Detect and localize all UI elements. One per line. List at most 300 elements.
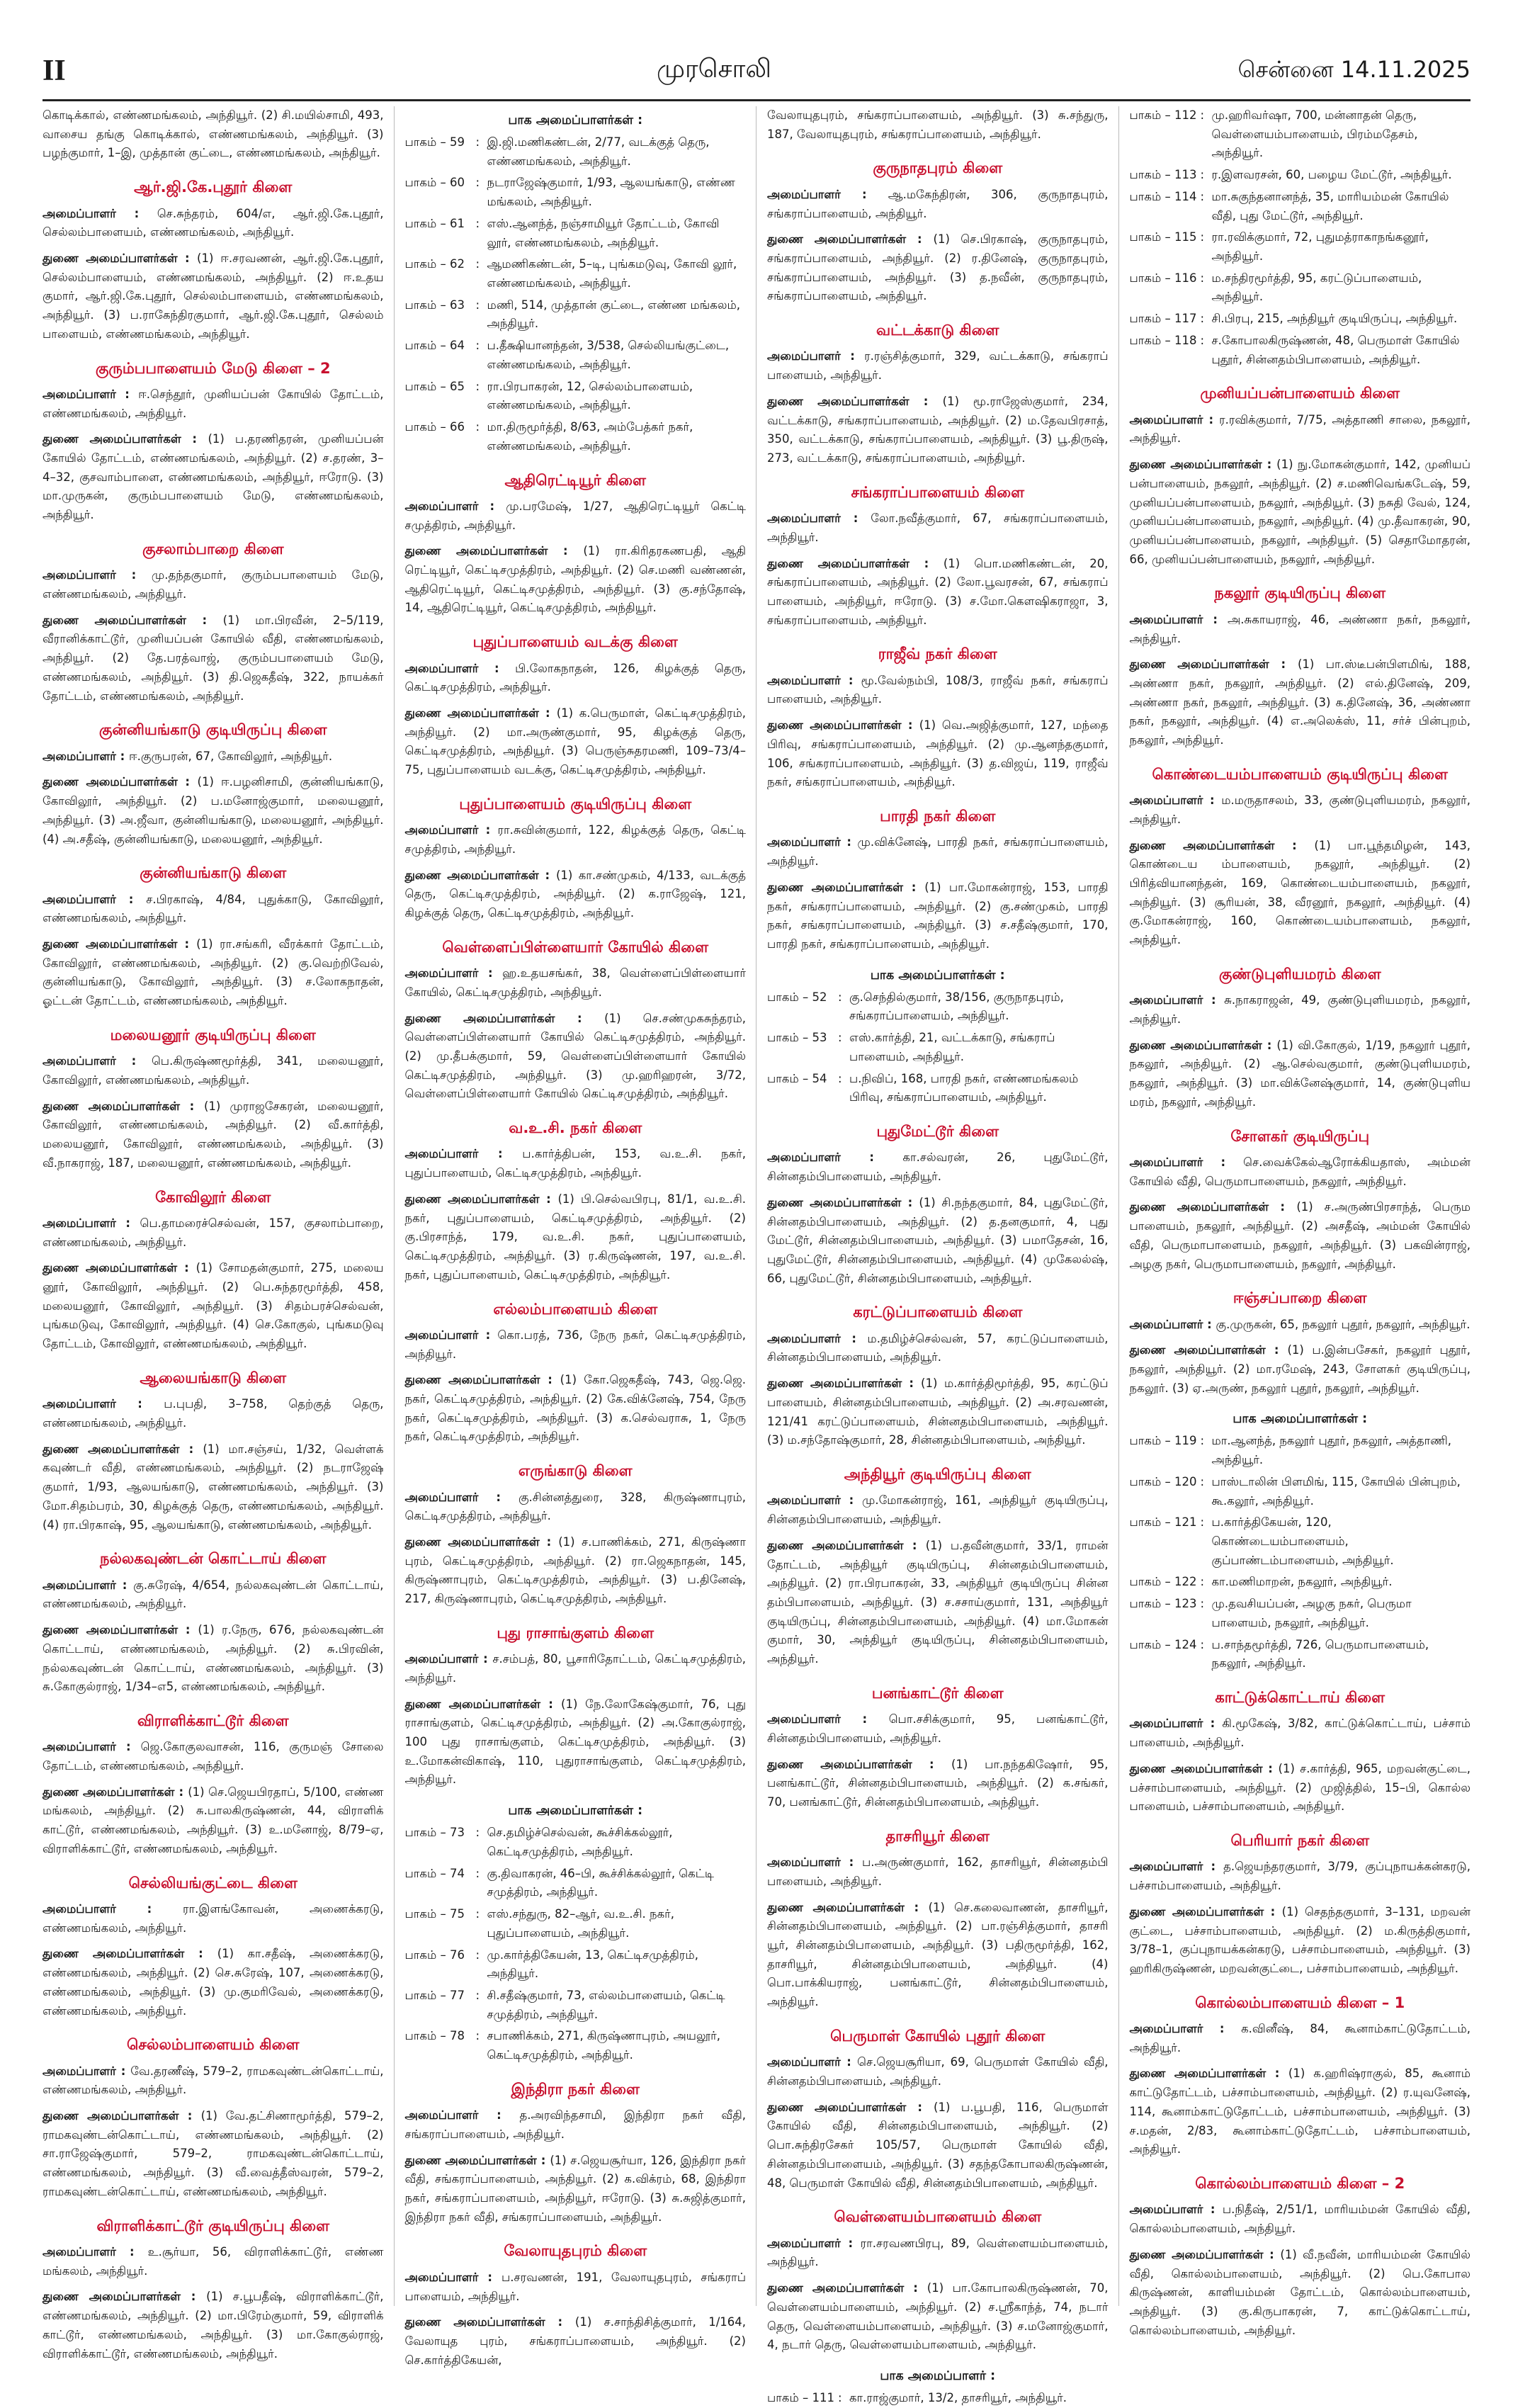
masthead [42,43,1470,101]
branch-heading: விராளிக்காட்டூர் குடியிருப்பு கிளை [96,2217,330,2234]
role-label: துணை அமைப்பாளர்கள் : [767,2100,934,2114]
member-paragraph [1130,2020,1471,2057]
member-paragraph [767,1491,1109,1529]
member-paragraph [405,1650,747,1688]
branch-block [767,2026,1109,2193]
role-label: அமைப்பாளர் : [42,892,147,906]
booth-row [767,2389,1109,2408]
branch-heading: மலையனூர் குடியிருப்பு கிளை [110,1026,316,1044]
role-label: துணை அமைப்பாளர்கள் : [1129,2067,1288,2081]
member-paragraph [1130,2246,1471,2341]
member-text: (1) ப.பூபதி, 116, பெருமாள் கோயில் வீதி, சின்னதம்பிபாளையம், அந்தியூர். (2) பொ.சுந்திரசேகர் 105/57, பெருமாள் கோயில் வீதி, சின்னதம்பிபாளையம், அந்தியூர். (3) சதந்தகோபாலகிருஷ்ணன், 48, பெருமாள் கோயில் வீதி, சின்னதம்பிபாளையம், அந்தியூர். [767,2100,1109,2190]
role-label: அமைப்பாளர் : [404,823,498,837]
member-paragraph [42,1945,384,2020]
booth-row [1130,1473,1471,1510]
member-paragraph [1130,1198,1471,1274]
booth-separator: : [838,2390,842,2404]
branch-block [1130,583,1471,750]
member-text: பெ.கிருஷ்ணமூர்த்தி, 341, மலையனூர், கோவிலூர், எண்ணமங்கலம், அந்தியூர். [42,1054,384,1087]
role-label: துணை அமைப்பாளர்கள் : [767,394,943,408]
role-label: துணை அமைப்பாளர்கள் : [1129,1343,1288,1357]
member-paragraph [1130,1036,1471,1112]
member-paragraph [1130,1153,1471,1191]
branch-block [767,2369,1109,2408]
role-label: துணை அமைப்பாளர்கள் : [42,432,208,446]
role-label: அமைப்பாளர் : [404,2108,520,2122]
branch-heading: குசலாம்பாறை கிளை [142,540,284,558]
member-paragraph [42,106,384,163]
member-text: (1) பா.கோபாலகிருஷ்ணன், 70, வெள்ளையம்பாளையம், அந்தியூர். (2) ச.ஸ்ரீகாந்த், 74, நடார் தெரு, வெள்ளையம்பாளையம், அந்தியூர். (3) ச.மனோஜ்குமார், 4, நடார் தெரு, வெள்ளையம்பாளையம், அந்தியூர். [767,2281,1109,2352]
booth-member: இ.ஜி.மணிகண்டன், 2/77, வடக்குத் தெரு, எண்ணமங்கலம், அந்தியூர். [487,135,710,168]
member-text: அ.சுகாயராஜ், 46, அண்ணா நகர், நகலூர், அந்தியூர். [1129,612,1470,645]
booth-separator: : [475,379,480,393]
branch-block [767,106,1109,144]
branch-block [767,644,1109,792]
member-text: மு.பரமேஷ், 1/27, ஆதிரெட்டியூர் கெட்டி சமுத்திரம், அந்தியூர். [404,499,746,532]
member-text: ஹ.உதயசங்கர், 38, வெள்ளைப்பிள்ளையார் கோயில், கெட்டிசமுத்திரம், அந்தியூர். [404,966,746,999]
member-paragraph [42,611,384,706]
booth-number: பாகம் – 114 [1129,189,1197,203]
member-text: ஜெ.கோகுலவாசன், 116, குருமஞ் சோலை தோட்டம், எண்ணமங்கலம், அந்தியூர். [42,1740,384,1773]
member-text: ப.அருண்குமார், 162, தாசரியூர், சின்னதம்பி பாளையம், அந்தியூர். [767,1855,1109,1888]
member-paragraph [767,1374,1109,1450]
booth-separator: : [1200,1474,1205,1488]
branch-block [42,2216,384,2364]
member-text: (1) ஈ.சரவணன், ஆர்.ஜி.கே.புதூர், செல்லம்பாளையம், எண்ணமங்கலம், அந்தியூர். (2) ஈ.உதய குமார், ஆர்.ஜி.கே.புதூர், செல்லம்பாளையம், எண்ணமங்கலம், அந்தியூர். (3) ப.ராகேந்திரகுமார், ஆர்.ஜி.கே.புதூர், செல்லம் பாளையம், எண்ணமங்கலம், அந்தியூர். [42,251,384,341]
branch-heading: ராஜீவ் நகர் கிளை [878,645,997,663]
member-paragraph [405,1010,747,1104]
member-text: (1) ர.நேரு, 676, நல்லகவுண்டன் கொட்டாய், எண்ணமங்கலம், அந்தியூர். (2) சு.பிரவின், நல்லகவுண்டன் கொட்டாய், எண்ணமங்கலம், அந்தியூர். (3) சு.கோகுல்ராஜ், 1/34–எ5, எண்ணமங்கலம், அந்தியூர். [42,1623,384,1694]
booth-member: சி.பிரபு, 215, அந்தியூர் குடியிருப்பு, அந்தியூர். [1211,312,1458,326]
booth-row [405,378,747,415]
member-paragraph [1130,1714,1471,1752]
branch-block [1130,764,1471,950]
booth-member: ர.இளவரசன், 60, பழைய மேட்டூர், அந்தியூர். [1211,168,1452,182]
member-text: மூ.வேல்நம்பி, 108/3, ராஜீவ் நகர், சங்கராப் பாளையம், அந்தியூர். [767,673,1109,706]
branch-heading: விராளிக்காட்டூர் கிளை [137,1712,289,1729]
booth-number: பாகம் – 54 [767,1071,827,1085]
booth-separator: : [475,1988,480,2002]
booth-number: பாகம் – 52 [767,990,827,1004]
booth-row [405,1905,747,1943]
member-text: (1) செ.ஜெயபிரதாப், 5/100, எண்ண மங்கலம், அந்தியூர். (2) சு.பாலகிருஷ்ணன், 44, விராளிக் காட்டூர், எண்ணமங்கலம், அந்தியூர். (3) உ.மனோஜ், 8/79–ஏ, விராளிக்காட்டூர், எண்ணமங்கலம், அந்தியூர். [42,1785,384,1855]
branch-heading: காட்டுக்கொட்டாய் கிளை [1215,1689,1386,1707]
role-label: துணை அமைப்பாளர்கள் : [404,1011,605,1025]
booth-member: கு.திவாகரன், 46–பி, கூச்சிக்கல்லூர், கெட்டி சமுத்திரம், அந்தியூர். [487,1866,714,1899]
booth-row [405,1865,747,1902]
booth-number: பாகம் – 111 [767,2390,834,2404]
role-label: துணை அமைப்பாளர்கள் : [404,2153,550,2167]
booth-member: ம.சந்திரமூர்த்தி, 95, கரட்டுப்பாளையம், அந்தியூர். [1211,271,1422,304]
booth-separator: : [1200,271,1205,285]
booth-row [405,337,747,374]
branch-block [405,2079,747,2227]
booth-member: எஸ்.சந்துரு, 82–ஆர், வ.உ.சி. நகர், புதுப்பாளையம், அந்தியூர். [487,1907,675,1940]
booth-row [405,215,747,252]
role-label: அமைப்பாளர் : [42,1216,140,1230]
member-text: சு.நாகராஜன், 49, குண்டுபுளியமரம், நகலூர், அந்தியூர். [1129,993,1470,1026]
role-label: அமைப்பாளர் : [42,1054,152,1068]
branch-block [42,720,384,849]
member-paragraph [42,385,384,423]
booth-separator: : [475,1866,480,1880]
booth-member: ப.சாந்தமூர்த்தி, 726, பெருமாபாளையம், நகலூர், அந்தியூர். [1211,1637,1429,1671]
member-text: (1) நு.மோகன்குமார், 142, முனியப் பன்பாளையம், நகலூர், அந்தியூர். (2) ச.மணிவெங்கடேஷ், 59, முனியப்பன்பாளையம், நகலூர், அந்தியூர். (3) நசுதி வேல், 124, முனியப்பன்பாளையம், நகலூர், அந்தியூர். (4) மு.தீவாகரன், 90, முனியப்பன்பாளையம், நகலூர், அந்தியூர். (5) செதாமோதரன், 66, முனியப்பன்பாளையம், நகலூர், அந்தியூர். [1129,458,1470,566]
member-text: ரா.இளங்கோவன், அணைக்கரடு, எண்ணமங்கலம், அந்தியூர். [42,1901,384,1935]
member-text: (1) பா.நந்தகிஷோர், 95, பனங்காட்டூர், சின்னதம்பிபாளையம், அந்தியூர். (2) க.சங்கர், 70, பனங்காட்டூர், சின்னதம்பிபாளையம், அந்தியூர். [767,1757,1109,1809]
member-text: த.அரவிந்தசாமி, இந்திரா நகர் வீதி, சங்கராப்பாளையம், அந்தியூர். [404,2108,746,2141]
booth-separator: : [475,135,480,149]
branch-block [1130,1126,1471,1274]
branch-heading: கரட்டுப்பாளையம் கிளை [853,1304,1023,1321]
member-paragraph [42,1259,384,1354]
member-paragraph [767,347,1109,385]
role-label: அமைப்பாளர் : [42,1901,183,1916]
page-number: II [42,55,66,87]
member-text: ஈ.செந்தூர், முனியப்பன் கோயில் தோட்டம், எண்ணமங்கலம், அந்தியூர். [42,387,384,420]
booth-row [405,2027,747,2064]
member-paragraph [767,833,1109,871]
booth-row [1130,332,1471,369]
member-text: ஆ.மகேந்திரன், 306, குருநாதபுரம், சங்கராப்பாளையம், அந்தியூர். [767,187,1109,220]
member-text: வேலாயுதபுரம், சங்கராப்பாளையம், அந்தியூர். (3) சு.சந்துரு, 187, வேலாயுதபுரம், சங்கராப்பாளையம், அந்தியூர். [767,108,1109,141]
branch-heading: முனியப்பன்பாளையம் கிளை [1200,385,1400,402]
member-paragraph [405,1488,747,1526]
branch-heading: நல்லகவுண்டன் கொட்டாய் கிளை [100,1550,327,1568]
member-paragraph [405,964,747,1002]
role-label: துணை அமைப்பாளர்கள் : [42,1099,204,1113]
role-label: அமைப்பாளர் : [767,1493,862,1508]
branch-block [405,113,747,456]
booth-row [1130,106,1471,163]
member-text: ம.மருதாசலம், 33, குண்டுபுளியமரம், நகலூர், அந்தியூர். [1129,793,1470,826]
member-paragraph [42,935,384,1011]
booth-separator: : [1200,1575,1205,1589]
member-text: (1) மா.பிரவீன், 2–5/119, வீரானிக்காட்டூர், முனியப்பன் கோயில் வீதி, எண்ணமங்கலம், அந்தியூர். (2) தே.பரத்வாஜ், குரும்பபாளையம் மேடு, எண்ணமங்கலம், அந்தியூர். (3) தி.ஜெகதீஷ், 322, நாயக்கர் தோட்டம், எண்ணமங்கலம், அந்தியூர். [42,613,384,703]
booth-separator: : [1200,333,1205,347]
role-label: அமைப்பாளர் : [42,1578,134,1592]
member-text: (1) ரா.சங்கரி, வீரக்கார் தோட்டம், கோவிலூர், எண்ணமங்கலம், அந்தியூர். (2) கு.வெற்றிவேல், குன்னியங்காடு, கோவிலூர், அந்தியூர். (3) ச.லோகநாதன், ஓட்டன் தோட்டம், எண்ணமங்கலம், அந்தியூர். [42,937,384,1008]
member-text: கு.சுரேஷ், 4/654, நல்லகவுண்டன் கொட்டாய், எண்ணமங்கலம், அந்தியூர். [42,1578,384,1611]
booth-number: பாகம் – 66 [404,420,465,434]
branch-block [767,806,1109,954]
member-paragraph [767,2234,1109,2272]
role-label: துணை அமைப்பாளர்கள் : [1129,838,1315,852]
booth-member: ப.கார்த்திகேயன், 120, கொண்டையம்பாளையம், குப்பாண்டம்பாளையம், அந்தியூர். [1211,1515,1394,1567]
branch-block [405,794,747,923]
branch-block [1130,1688,1471,1816]
booth-member: ச.கோபாலகிருஷ்ணன், 48, பெருமாள் கோயில் புதூர், சின்னதம்பிபாளையம், அந்தியூர். [1211,333,1460,366]
member-paragraph [405,866,747,923]
branch-heading: பாரதி நகர் கிளை [880,808,996,825]
member-text: ஈ.குருபரன், 67, கோவிலூர், அந்தியூர். [129,749,333,763]
role-label: அமைப்பாளர் : [42,1397,164,1411]
booth-row [1130,1513,1471,1570]
member-paragraph [42,2243,384,2280]
branch-heading: நகலூர் குடியிருப்பு கிளை [1214,584,1386,602]
branch-block [767,320,1109,468]
branch-heading: சோளகர் குடியிருப்பு [1230,1127,1370,1145]
booth-separator: : [475,420,480,434]
member-text: கா.சல்வரன், 26, புதுமேட்டூர், சின்னதம்பிபாளையம், அந்தியூர். [767,1151,1109,1184]
booth-section-heading: பாக அமைப்பாளர்கள் : [508,113,643,128]
member-text: (1) பா.பூந்தமிழன், 143, கொண்டைய ம்பாளையம், நகலூர், அந்தியூர். (2) பிரித்வியானந்தன், 169, கொண்டையம்பாளையம், நகலூர், அந்தியூர். (3) சூரியன், 38, வீரனூர், நகலூர், அந்தியூர். (4) கு.மோகன்ராஜ், 160, கொண்டையம்பாளையம், நகலூர், அந்தியூர். [1129,838,1470,947]
member-text: செ.வைக்கேல்ஆரோக்கியதாஸ், அம்மன் கோயில் வீதி, பெருமாபாளையம், நகலூர், அந்தியூர். [1129,1155,1470,1188]
member-paragraph [1130,991,1471,1029]
booth-separator: : [1200,312,1205,326]
member-paragraph [405,2106,747,2144]
booth-separator: : [1200,189,1205,203]
member-paragraph [42,2288,384,2363]
column-4 [1129,106,1471,2337]
booth-number: பாகம் – 63 [404,298,465,312]
booth-number: பாகம் – 64 [404,339,465,353]
member-text: மு.மோகன்ராஜ், 161, அந்தியூர் குடியிருப்பு, சின்னதம்பிபாளையம், அந்தியூர். [767,1493,1109,1527]
booth-row [405,418,747,456]
member-paragraph [767,186,1109,223]
booth-number: பாகம் – 76 [404,1948,465,1962]
member-text: (1) செ.சண்முகசுந்தரம், வெள்ளைப்பிள்ளையார் கோயில் கெட்டிசமுத்திரம், அந்தியூர். (2) மு.தீபக்குமார், 59, வெள்ளைப்பிள்ளையார் கோயில் கெட்டிசமுத்திரம், அந்தியூர். (3) மு.ஹரிஹரன், 3/72, வெள்ளைப்பிள்ளையார் கோயில் கெட்டிசமுத்திரம், அந்தியூர். [404,1011,746,1101]
member-paragraph [42,1900,384,1938]
role-label: துணை அமைப்பாளர்கள் : [767,232,934,247]
role-label: அமைப்பாளர் : [1129,2203,1223,2217]
branch-heading: கொல்லம்பாளையம் கிளை – 1 [1195,1994,1405,2011]
member-paragraph [767,1853,1109,1891]
branch-block [1130,2174,1471,2340]
member-paragraph [42,1738,384,1775]
role-label: துணை அமைப்பாளர்கள் : [1129,1038,1277,1052]
member-paragraph [42,1052,384,1090]
member-paragraph [42,1440,384,1535]
member-paragraph [42,205,384,242]
role-label: துணை அமைப்பாளர்கள் : [404,1373,560,1387]
member-text: (1) பி.செல்வபிரபு, 81/1, வ.உ.சி. நகர், புதுப்பாளையம், கெட்டிசமுத்திரம், அந்தியூர். (2) கு.பிரசாந்த், 179, வ.உ.சி. நகர், புதுப்பாளையம், கெட்டிசமுத்திரம், அந்தியூர். (3) ர.கிருஷ்ணன், 197, வ.உ.சி. நகர், புதுப்பாளையம், கெட்டிசமுத்திரம், அந்தியூர். [404,1192,746,1282]
member-text: (1) சோமதன்குமார், 275, மலைய னூர், கோவிலூர், அந்தியூர். (2) பெ.சுந்தரமூர்த்தி, 458, மலையனூர், கோவிலூர், அந்தியூர். (3) சிதம்பரச்செல்வன், புங்கமடுவு, கோவிலூர், அந்தியூர். (4) செ.கோகுல், புங்கமடுவு தோட்டம், கோவிலூர், எண்ணமங்கலம், அந்தியூர். [42,1261,384,1351]
branch-heading: ஆலையங்காடு கிளை [140,1369,287,1386]
role-label: அமைப்பாளர் : [42,2064,131,2078]
member-text: (1) கா.சதீஷ், அணைக்கரடு, எண்ணமங்கலம், அந்தியூர். (2) செ.சுரேஷ், 107, அணைக்கரடு, எண்ணமங்கலம், அந்தியூர். (3) மு.குமரிவேல், அணைக்கரடு, எண்ணமங்கலம், அந்தியூர். [42,1947,384,2018]
branch-heading: கொல்லம்பாளையம் கிளை – 2 [1195,2175,1405,2193]
booth-separator: : [1200,1597,1205,1611]
role-label: அமைப்பாளர் : [42,206,157,220]
role-label: அமைப்பாளர் : [767,1151,903,1165]
member-text: (1) பா.மோகன்ராஜ், 153, பாரதி நகர், சங்கராப்பாளையம், அந்தியூர். (2) கு.சண்முகம், பாரதி நகர், சங்கராப்பாளையம், அந்தியூர். (3) ச.சதீஷ்குமார், 170, பாரதி நகர், சங்கராப்பாளையம், அந்தியூர். [767,880,1109,951]
booth-separator: : [838,1031,842,1045]
booth-number: பாகம் – 65 [404,379,465,393]
member-text: ப.சரவணன், 191, வேலாயுதபுரம், சங்கராப் பாளையம், அந்தியூர். [404,2270,746,2303]
booth-member: மா.திருமூர்த்தி, 8/63, அம்பேத்கர் நகர், எண்ணமங்கலம், அந்தியூர். [487,420,693,453]
branch-block [405,1804,747,2065]
role-label: அமைப்பாளர் : [42,2244,148,2259]
booth-member: ரா.ரவிக்குமார், 72, புதுமத்ராகாநங்கனூர், அந்தியூர். [1211,230,1429,264]
role-label: அமைப்பாளர் : [767,187,888,201]
branch-block [767,968,1109,1107]
member-paragraph [42,1214,384,1252]
member-text: ச.சம்பத், 80, பூசாரிதோட்டம், கெட்டிசமுத்திரம், அந்தியூர். [404,1652,746,1685]
member-paragraph [767,672,1109,709]
booth-member: கு.செந்தில்குமார், 38/156, குருநாதபுரம், சங்கராப்பாளையம், அந்தியூர். [849,990,1064,1023]
member-paragraph [767,1537,1109,1669]
branch-block [42,1187,384,1354]
member-paragraph [767,878,1109,954]
booth-section-heading: பாக அமைப்பாளர்கள் : [870,968,1005,983]
branch-block [767,2207,1109,2355]
booth-number: பாகம் – 121 [1129,1515,1197,1530]
role-label: அமைப்பாளர் : [1129,1155,1244,1169]
member-text: (1) வே.தட்சிணாமூர்த்தி, 579–2, ராமகவுண்டன்கொட்டாய், எண்ணமங்கலம், அந்தியூர். (2) சா.ராஜேஷ்குமார், 579–2, ராமகவுண்டன்கொட்டாய், எண்ணமங்கலம், அந்தியூர். (3) வீ.வைத்தீஸ்வரன், 579–2, ராமகவுண்டன்கொட்டாய், எண்ணமங்கலம், அந்தியூர். [42,2109,384,2198]
branch-block [42,863,384,1011]
member-paragraph [405,542,747,618]
member-paragraph [767,1148,1109,1186]
booth-number: பாகம் – 124 [1129,1637,1197,1651]
booth-number: பாகம் – 77 [404,1988,465,2002]
branch-heading: வெள்ளைப்பிள்ளையார் கோயில் கிளை [442,938,709,956]
branch-block [1130,106,1471,369]
member-text: செ.சுந்தரம், 604/எ, ஆர்.ஜி.கே.புதூர், செல்லம்பாளையம், எண்ணமங்கலம், அந்தியூர். [42,206,384,239]
booth-separator: : [838,990,842,1004]
branch-block [405,1118,747,1284]
role-label: அமைப்பாளர் : [767,1712,889,1726]
member-paragraph [767,1756,1109,1812]
branch-heading: கோவிலூர் கிளை [155,1188,271,1206]
newspaper-title: முரசொலி [657,55,771,84]
member-paragraph [1130,1760,1471,1816]
branch-block [405,1299,747,1447]
booth-number: பாகம் – 61 [404,216,465,230]
role-label: அமைப்பாளர் : [1129,612,1228,626]
role-label: அமைப்பாளர் : [1129,1860,1224,1874]
branch-block [42,1711,384,1859]
member-text: லோ.நவீத்குமார், 67, சங்கராப்பாளையம், அந்தியூர். [767,511,1109,544]
member-paragraph [42,430,384,525]
member-text: மு.தந்தகுமார், குரும்பபாளையம் மேடு, எண்ணமங்கலம், அந்தியூர். [42,568,384,601]
member-paragraph [405,660,747,697]
booth-member: செ.தமிழ்ச்செல்வன், கூச்சிக்கல்லூர், கெட்டிசமுத்திரம், அந்தியூர். [487,1826,673,1858]
role-label: அமைப்பாளர் : [767,673,861,687]
branch-block [42,2035,384,2201]
role-label: துணை அமைப்பாளர்கள் : [767,718,919,733]
role-label: அமைப்பாளர் : [1129,993,1225,1007]
role-label: துணை அமைப்பாளர்கள் : [42,251,198,265]
member-text: (1) மூ.ராஜேஸ்குமார், 234, வட்டக்காடு, சங்கராப்பாளையம், அந்தியூர். (2) ம.தேவபிரசாத், 350, வட்டக்காடு, சங்கராப்பாளையம், அந்தியூர். (3) பூ.திருஷ், 273, வட்டக்காடு, சங்கராப்பாளையம், அந்தியூர். [767,394,1109,465]
member-text: கொடிக்கால், எண்ணமங்கலம், அந்தியூர். (2) சி.மயில்சாமி, 493, வாசைய தங்கு கொடிக்கால், எண்ணமங்கலம், அந்தியூர். (3) பழந்குமார், 1–இ, முத்தான் குட்டை, எண்ணமங்கலம், அந்தியூர். [42,108,384,160]
member-text: (1) பா.ஸ்டீபன்பிளமிங், 188, அண்ணா நகர், நகலூர், அந்தியூர். (2) எல்.தினேஷ், 209, அண்ணா நகர், நகலூர், அந்தியூர். (3) க.தினேஷ், 36, அண்ணா நகர், நகலூர், அந்தியூர். (4) எ.அலெக்ஸ், 11, சர்ச் பின்புறம், நகலூர், அந்தியூர். [1129,657,1470,747]
member-paragraph [1130,456,1471,569]
role-label: அமைப்பாளர் : [1129,2022,1242,2035]
branch-heading: அந்தியூர் குடியிருப்பு கிளை [844,1466,1031,1483]
branch-heading: பெரியார் நகர் கிளை [1230,1832,1370,1849]
branch-heading: எருங்காடு கிளை [518,1462,633,1480]
booth-number: பாகம் – 74 [404,1866,465,1880]
member-text: (1) ப.தவீன்குமார், 33/1, ராமன் தோட்டம், அந்தியூர் குடியிருப்பு, சின்னதம்பிபாளையம், அந்தியூர். (2) ரா.பிரபாகரன், 33, அந்தியூர் குடியிருப்பு சின்ன தம்பிபாளையம், அந்தியூர். (3) ச.சசாய்குமார், 131, அந்தியூர் குடியிருப்பு, சின்னதம்பிபாளையம், அந்தியூர். (4) மா.மோகன் குமார், 30, அந்தியூர் குடியிருப்பு, சின்னதம்பிபாளையம், அந்தியூர். [767,1538,1109,1666]
booth-member: ஆமணிகண்டன், 5–டி, புங்கமடுவு, கோவி லூர், எண்ணமங்கலம், அந்தியூர். [487,257,737,290]
member-text: (1) ப.தரணிதரன், முனியப்பன் கோயில் தோட்டம், எண்ணமங்கலம், அந்தியூர். (2) ச.தரண், 3–4–32, குசவாம்பாளை, எண்ணமங்கலம், அந்தியூர், ஈரோடு. (3) மா.முருகன், குரும்பபாளையம் மேடு, எண்ணமங்கலம், அந்தியூர். [42,432,384,522]
booth-member: கா.ராஜ்குமார், 13/2, தாசரியூர், அந்தியூர். [849,2390,1067,2404]
booth-row [405,1986,747,2024]
role-label: அமைப்பாளர் : [404,661,516,675]
branch-heading: குன்னியங்காடு குடியிருப்பு கிளை [98,721,327,739]
booth-number: பாகம் – 117 [1129,312,1197,326]
branch-heading: பெருமாள் கோயில் புதூர் கிளை [830,2027,1046,2045]
role-label: அமைப்பாளர் : [767,1331,868,1345]
role-label: துணை அமைப்பாளர்கள் : [404,544,584,558]
booth-separator: : [1200,1434,1205,1448]
branch-block [42,1549,384,1697]
member-text: கொ.பரத், 736, நேரு நகர், கெட்டிசமுத்திரம், அந்தியூர். [404,1328,746,1361]
booth-member: ப.நிவிப், 168, பாரதி நகர், எண்ணமங்கலம் பிரிவு, சங்கராப்பாளையம், அந்தியூர். [849,1071,1079,1104]
booth-separator: : [475,176,480,190]
branch-block [42,177,384,344]
booth-number: பாகம் – 120 [1129,1474,1197,1488]
member-paragraph [405,821,747,859]
member-text: (1) ரா.கிரிதரகணபதி, ஆதி ரெட்டியூர், கெட்டிசமுத்திரம், அந்தியூர். (2) செ.மணி வண்ணன், ஆதிரெட்டியூர், கெட்டிசமுத்திரம், அந்தியூர். (3) கு.சந்தோஷ், 14, ஆதிரெட்டியூர், கெட்டிசமுத்திரம், அந்தியூர். [404,544,747,615]
booth-number: பாகம் – 59 [404,135,465,149]
role-label: துணை அமைப்பாளர்கள் : [42,613,223,627]
branch-heading: தாசரியூர் கிளை [885,1827,990,1845]
member-text: மு.விக்னேஷ், பாரதி நகர், சங்கராப்பாளையம், அந்தியூர். [767,835,1109,869]
member-paragraph [1130,837,1471,950]
booth-member: மா.சுகுந்தனானந்த், 35, மாரியம்மன் கோயில் வீதி, புது மேட்டூர், அந்தியூர். [1211,189,1449,222]
member-text: (1) பொ.மணிகண்டன், 20, சங்கராப்பாளையம், அந்தியூர். (2) லோ.பூவரசன், 67, சங்கராப் பாளையம், அந்தியூர், ஈரோடு. (3) ச.மோ.கௌஷிகராஜா, 3, சங்கராப்பாளையம், அந்தியூர். [767,556,1109,627]
member-text: (1) கோ.ஜெகதீஷ், 743, ஜெ.ஜெ. நகர், கெட்டிசமுத்திரம், அந்தியூர். (2) கே.விக்னேஷ், 754, நேரு நகர், கெட்டிசமுத்திரம், அந்தியூர். (3) க.செல்வராசு, 1, நேரு நகர், கெட்டிசமுத்திரம், அந்தியூர். [404,1373,746,1444]
role-label: துணை அமைப்பாளர்கள் : [1129,657,1298,672]
booth-number: பாகம் – 60 [404,176,465,190]
member-paragraph [405,1190,747,1285]
member-text: (1) வெ.அஜித்குமார், 127, மந்தை பிரிவு, சங்கராப்பாளையம், அந்தியூர். (2) மு.ஆனந்தகுமார், 106, சங்கராப்பாளையம், அந்தியூர். (3) த.விஜய், 119, ராஜீவ் நகர், சங்கராப்பாளையம், அந்தியூர். [767,718,1109,789]
role-label: அமைப்பாளர் : [1129,1717,1223,1731]
member-paragraph [405,1533,747,1609]
role-label: துணை அமைப்பாளர்கள் : [42,775,198,789]
booth-row [1130,1636,1471,1673]
branch-heading: செல்லியங்குட்டை கிளை [128,1874,298,1892]
role-label: துணை அமைப்பாளர்கள் : [767,1195,919,1209]
member-paragraph [405,497,747,535]
booth-row [1130,188,1471,225]
branch-heading: இந்திரா நகர் கிளை [511,2080,640,2098]
branch-block [1130,1412,1471,1673]
branch-heading: புதுப்பாளையம் வடக்கு கிளை [472,633,678,651]
member-text: (1) ச.கார்த்தி, 965, மறவன்குட்டை, பச்சாம்பாளையம், அந்தியூர். (2) முஜித்தில், 15–பி, கொல்ல பாளையம், பச்சாம்பாளையம், அந்தியூர். [1129,1761,1470,1814]
booth-separator: : [475,1948,480,1962]
booth-member: ப.தீக்ஷியானந்தன், 3/538, செல்லியங்குட்டை, எண்ணமங்கலம், அந்தியூர். [487,339,730,371]
member-text: உ.சூர்யா, 56, விராளிக்காட்டூர், எண்ண மங்கலம், அந்தியூர். [42,2244,384,2278]
branch-heading: ஆர்.ஜி.கே.புதூர் கிளை [134,179,293,196]
member-text: கு.சின்னத்துரை, 328, கிருஷ்ணாபுரம், கெட்டிசமுத்திரம், அந்தியூர். [404,1490,746,1523]
booth-number: பாகம் – 113 [1129,168,1197,182]
booth-separator: : [475,2029,480,2043]
member-text: ப.புபதி, 3–758, தெற்குத் தெரு, எண்ணமங்கலம், அந்தியூர். [42,1397,384,1430]
member-paragraph [405,1371,747,1447]
member-paragraph [42,566,384,604]
member-paragraph [767,1710,1109,1748]
branch-heading: ஆதிரெட்டியூர் கிளை [504,471,646,489]
branch-block [405,1461,747,1609]
member-paragraph [405,1145,747,1182]
role-label: துணை அமைப்பாளர்கள் : [1129,1200,1297,1214]
booth-row [405,1824,747,1861]
role-label: துணை அமைப்பாளர்கள் : [42,1442,203,1456]
member-paragraph [1130,655,1471,750]
role-label: அமைப்பாளர் : [404,1652,493,1666]
member-paragraph [767,2098,1109,2193]
booth-member: சபாணிக்கம், 271, கிருஷ்ணாபுரம், அயலூர், கெட்டிசமுத்திரம், அந்தியூர். [487,2029,720,2062]
member-text: (1) கா.சண்முகம், 4/133, வடக்குத் தெரு, கெட்டிசமுத்திரம், அந்தியூர். (2) க.ராஜேஷ், 121, கிழக்குத் தெரு, கெட்டிசமுத்திரம், அந்தியூர். [404,868,746,920]
booth-separator: : [475,298,480,312]
role-label: துணை அமைப்பாளர்கள் : [767,1538,926,1552]
member-paragraph [1130,1341,1471,1398]
role-label: அமைப்பாளர் : [1129,412,1220,426]
column-2 [404,106,747,2367]
